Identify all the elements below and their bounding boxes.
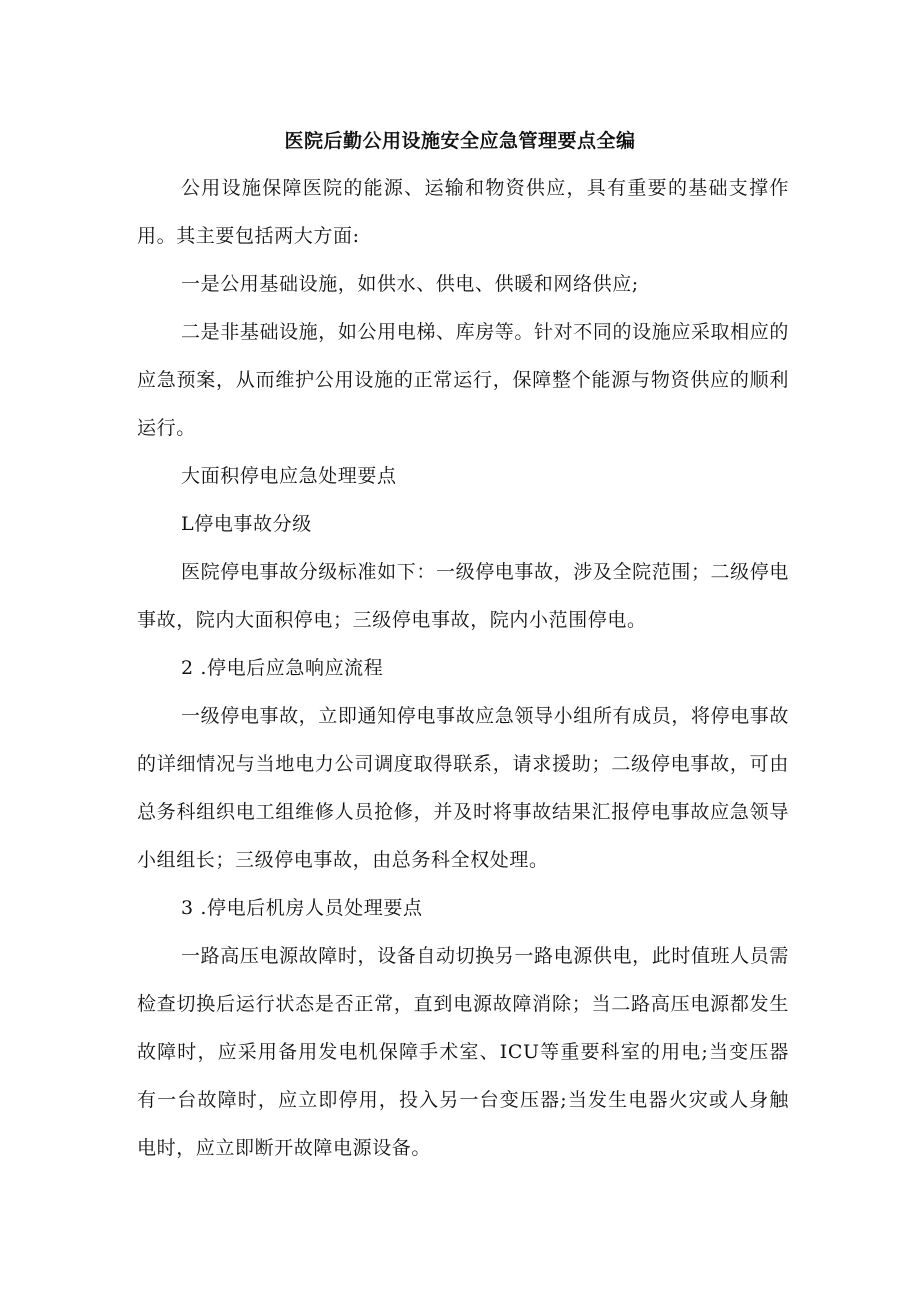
paragraph-item-one: 一是公用基础设施，如供水、供电、供暖和网络供应; — [181, 273, 639, 295]
paragraph-intro: 公用设施保障医院的能源、运输和物资供应，具有重要的基础支撑作用。其主要包括两大方面: — [137, 177, 789, 247]
paragraph-classification: 医院停电事故分级标准如下：一级停电事故，涉及全院范围；二级停电事故，院内大面积停电；三级停电事故，院内小范围停电。 — [137, 561, 789, 631]
section-heading-power-outage: 大面积停电应急处理要点 — [181, 465, 397, 487]
paragraph-machine-room: 一路高压电源故障时，设备自动切换另一路电源供电，此时值班人员需检查切换后运行状态是否正常，直到电源故障消除；当二路高压电源都发生故障时，应采用备用发电机保障手术室、ICU等重要科室的用电;当变压器有一台故障时，应立即停用，投入另一台变压器;当发生电器火灾或人身触电时，应立即断开故障电源设备。 — [137, 945, 789, 1159]
subheading-machine-room: 3 .停电后机房人员处理要点 — [181, 897, 423, 919]
document-title: 医院后勤公用设施安全应急管理要点全编 — [284, 130, 636, 152]
subheading-outage-classification: L停电事故分级 — [181, 513, 312, 535]
subheading-response-process: 2 .停电后应急响应流程 — [181, 657, 384, 679]
paragraph-response-process: 一级停电事故，立即通知停电事故应急领导小组所有成员，将停电事故的详细情况与当地电力公司调度取得联系，请求援助；二级停电事故，可由总务科组织电工组维修人员抢修，并及时将事故结果汇报停电事故应急领导小组组长；三级停电事故，由总务科全权处理。 — [137, 705, 789, 871]
paragraph-item-two: 二是非基础设施，如公用电梯、库房等。针对不同的设施应采取相应的应急预案，从而维护公用设施的正常运行，保障整个能源与物资供应的顺利运行。 — [137, 321, 789, 439]
